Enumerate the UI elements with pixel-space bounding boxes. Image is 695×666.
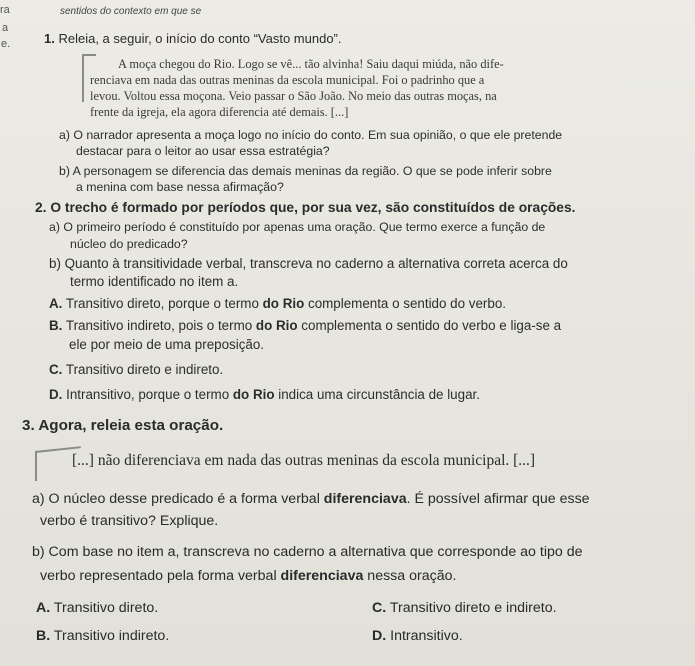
- q2-option-c: C. Transitivo direto e indireto.: [49, 362, 224, 377]
- top-fragment: sentidos do contexto em que se: [60, 6, 202, 17]
- q1-item-b: b) A personagem se diferencia das demais meninas da região. O que se pode inferir sobre: [59, 164, 552, 178]
- q1-prompt-text: Releia, a seguir, o início do conto “Vasto mundo”.: [58, 31, 342, 46]
- q3-item-b: b) Com base no item a, transcreva no caderno a alternativa que corresponde ao tipo de: [32, 544, 583, 560]
- q3-option-c: C. Transitivo direto e indireto.: [372, 600, 557, 616]
- q3-option-d: D. Intransitivo.: [372, 628, 463, 644]
- margin-fragment: e.: [1, 38, 11, 50]
- q2-option-b-cont: ele por meio de uma preposição.: [69, 337, 265, 352]
- passage-bar-top: [82, 54, 96, 56]
- q3-heading: 3. Agora, releia esta oração.: [22, 417, 224, 434]
- margin-fragment: ra: [0, 4, 10, 16]
- q3-option-b: B. Transitivo indireto.: [36, 628, 170, 644]
- q3-item-b-cont: verbo representado pela forma verbal diferenciava nessa oração.: [40, 568, 457, 584]
- q3-quote: [...] não diferenciava em nada das outras meninas da escola municipal. [...]: [72, 452, 536, 469]
- q2-item-b: b) Quanto à transitividade verbal, transcreva no caderno a alternativa correta acerca do: [49, 256, 568, 271]
- margin-fragment: a: [2, 22, 9, 34]
- passage-line: frente da igreja, ela agora diferencia até demais. [...]: [90, 105, 349, 119]
- passage-bar: [82, 54, 84, 102]
- passage-line: levou. Voltou essa moçona. Veio passar o São João. No meio das outras moças, na: [90, 89, 497, 103]
- q2-option-a: A. Transitivo direto, porque o termo do Rio complementa o sentido do verbo.: [49, 296, 507, 311]
- q3-item-a-cont: verbo é transitivo? Explique.: [40, 513, 219, 529]
- q1-item-a: a) O narrador apresenta a moça logo no início do conto. Em sua opinião, o que ele pretende: [59, 128, 563, 142]
- passage-line: renciava em nada das outras meninas da escola municipal. Foi o padrinho que a: [90, 73, 485, 87]
- q3-item-a: a) O núcleo desse predicado é a forma verbal diferenciava. É possível afirmar que esse: [32, 491, 590, 507]
- q1-number: 1.: [44, 31, 55, 46]
- passage-line: A moça chegou do Rio. Logo se vê... tão alvinha! Saiu daqui miúda, não dife-: [118, 57, 504, 71]
- q2-option-b: B. Transitivo indireto, pois o termo do Rio complementa o sentido do verbo e liga-se a: [49, 318, 562, 333]
- q1-item-a-cont: destacar para o leitor ao usar essa estratégia?: [76, 144, 330, 158]
- q2-heading: 2. O trecho é formado por períodos que, por sua vez, são constituídos de orações.: [35, 200, 576, 215]
- q2-option-d: D. Intransitivo, porque o termo do Rio indica uma circunstância de lugar.: [49, 387, 480, 402]
- q2-item-a-cont: núcleo do predicado?: [70, 237, 188, 251]
- q1-prompt: [44, 31, 342, 46]
- q2-item-b-cont: termo identificado no item a.: [70, 274, 239, 289]
- quote-bar: [35, 451, 37, 481]
- q1-item-b-cont: a menina com base nessa afirmação?: [76, 180, 284, 194]
- q2-item-a: a) O primeiro período é constituído por apenas uma oração. Que termo exerce a função de: [49, 220, 546, 234]
- q3-option-a: A. Transitivo direto.: [36, 600, 159, 616]
